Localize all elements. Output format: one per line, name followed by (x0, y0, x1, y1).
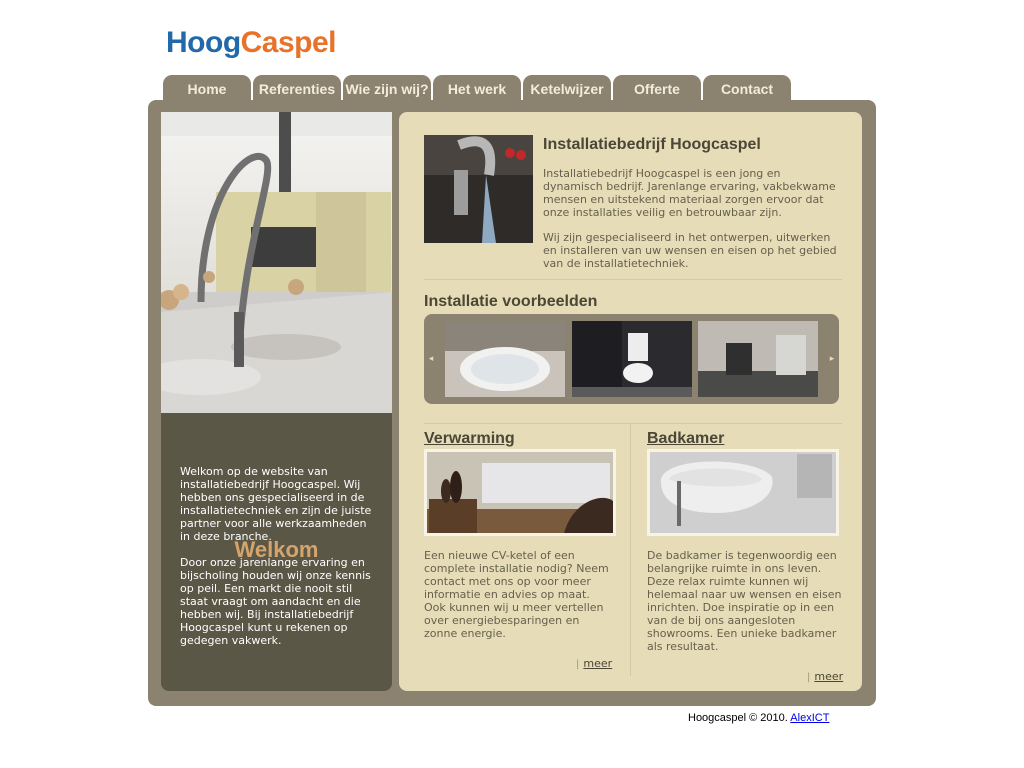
examples-title: Installatie voorbeelden (424, 293, 598, 310)
divider (424, 279, 842, 280)
intro-title: Installatiebedrijf Hoogcaspel (543, 136, 761, 153)
tab-wie-zijn-wij[interactable]: Wie zijn wij? (343, 75, 431, 102)
column-divider (630, 424, 631, 676)
welkom-title: Welkom (234, 537, 319, 562)
example-thumbnail-toilet[interactable] (572, 321, 692, 397)
welkom-paragraph-1: Welkom op de website van installatiebedrijf Hoogcaspel. Wij hebben ons gespecialiseerd in de installatietechniek en zijn de juiste partner voor alle werkzaamheden in deze branche. (180, 465, 372, 543)
tab-offerte[interactable]: Offerte (613, 75, 701, 102)
verwarming-more (576, 652, 612, 671)
slider-prev-button[interactable]: ◂ (428, 354, 434, 364)
badkamer-title-link[interactable]: Badkamer (647, 430, 725, 447)
example-thumbnail-radiator[interactable] (698, 321, 818, 397)
badkamer-photo (647, 449, 839, 536)
welkom-text (180, 465, 380, 660)
footer (688, 712, 829, 724)
verwarming-more-link[interactable]: meer (583, 657, 613, 670)
footer-copyright: Hoogcaspel © 2010. (688, 712, 788, 724)
verwarming-photo (424, 449, 616, 536)
kitchen-photo (161, 112, 392, 413)
divider (424, 423, 842, 424)
badkamer-text: De badkamer is tegenwoordig een belangrijke ruimte in ons leven. Deze relax ruimte kunnen wij helemaal naar uw wensen en eisen inrichten. Doe inspiratie op in een van de bij ons aangesloten showrooms. Een unieke badkamer als resultaat. (647, 549, 842, 653)
badkamer-more-link[interactable]: meer (814, 670, 844, 683)
example-thumbnail-jacuzzi[interactable] (445, 321, 565, 397)
separator: | (576, 659, 580, 670)
verwarming-title-link[interactable]: Verwarming (424, 430, 515, 447)
intro-paragraph-1: Installatiebedrijf Hoogcaspel is een jong en dynamisch bedrijf. Jarenlange ervaring, vakbekwame mensen en uitstekend materiaal zorgen ervoor dat onze installaties veilig en betrouwbaar zijn. (543, 167, 836, 219)
tab-home[interactable]: Home (163, 75, 251, 102)
tab-ketelwijzer[interactable]: Ketelwijzer (523, 75, 611, 102)
tab-het-werk[interactable]: Het werk (433, 75, 521, 102)
footer-link-alexict[interactable]: AlexICT (790, 712, 830, 724)
logo-text-hoog: Hoog (166, 26, 241, 59)
intro-paragraph-2: Wij zijn gespecialiseerd in het ontwerpen, uitwerken en installeren van uw wensen en eisen op het gebied van de installatietechniek. (543, 231, 837, 270)
verwarming-text: Een nieuwe CV-ketel of een complete installatie nodig? Neem contact met ons op voor meer informatie en advies op maat. Ook kunnen wij u meer vertellen over energiebesparingen en zonne energie. (424, 549, 609, 640)
tab-contact[interactable]: Contact (703, 75, 791, 102)
welkom-paragraph-2: Door onze jarenlange ervaring en bijscholing houden wij onze kennis op peil. Een markt die nooit stil staat vraagt om aandacht en die hebben wij. Bij installatiebedrijf Hoogcaspel kunt u rekenen op gedegen vakwerk. (180, 556, 371, 647)
faucet-photo (424, 135, 533, 243)
separator: | (807, 672, 811, 683)
logo-text-caspel: Caspel (240, 26, 337, 59)
badkamer-more (807, 665, 843, 684)
examples-slider (424, 314, 839, 404)
slider-next-button[interactable]: ▸ (829, 354, 835, 364)
tab-referenties[interactable]: Referenties (253, 75, 341, 102)
logo[interactable] (166, 26, 336, 60)
